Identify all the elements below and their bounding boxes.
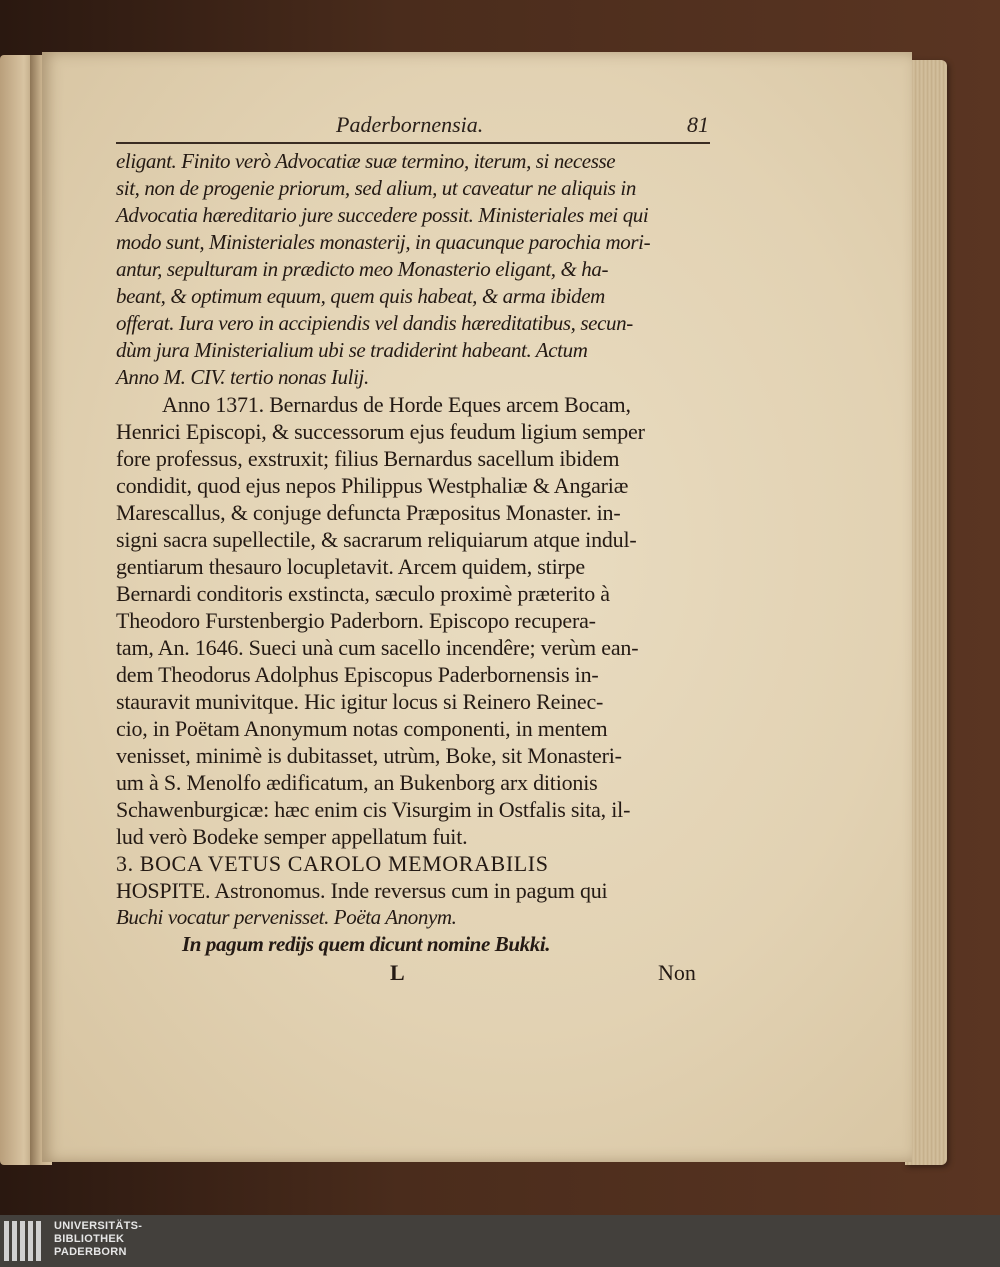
text-line: Bernardi conditoris exstincta, sæculo proximè præterito à	[116, 581, 610, 606]
header-rule	[116, 142, 710, 144]
text-line: lud verò Bodeke semper appellatum fuit.	[116, 824, 468, 849]
paragraph-start-line: Anno 1371. Bernardus de Horde Eques arcem Bocam,	[162, 392, 631, 417]
text-line: signi sacra supellectile, & sacrarum reliquiarum atque indul-	[116, 527, 637, 552]
text-line: HOSPITE. Astronomus. Inde reversus cum in pagum qui	[116, 878, 608, 903]
text-line: Marescallus, & conjuge defuncta Præpositus Monaster. in-	[116, 500, 621, 525]
text-line: modo sunt, Ministeriales monasterij, in quacunque parochia mori-	[116, 230, 651, 254]
section-heading-line: 3. BOCA VETUS CAROLO MEMORABILIS	[116, 851, 549, 876]
logo-line-3: PADERBORN	[54, 1246, 127, 1258]
library-logo-icon	[4, 1221, 46, 1261]
text-line: eligant. Finito verò Advocatiæ suæ termino, iterum, si necesse	[116, 149, 616, 173]
text-line: tam, An. 1646. Sueci unà cum sacello incendêre; verùm ean-	[116, 635, 639, 660]
verse-line: In pagum redijs quem dicunt nomine Bukki.	[182, 932, 551, 956]
text-line: Advocatia hæreditario jure succedere possit. Ministeriales mei qui	[116, 203, 649, 227]
text-line: Henrici Episcopi, & successorum ejus feudum ligium semper	[116, 419, 645, 444]
library-footer	[0, 1215, 1000, 1267]
text-line: dùm jura Ministerialium ubi se tradiderint habeant. Actum	[116, 338, 588, 362]
text-line: condidit, quod ejus nepos Philippus Westphaliæ & Angariæ	[116, 473, 629, 498]
text-line: stauravit munivitque. Hic igitur locus si Reinero Reinec-	[116, 689, 604, 714]
text-line: um à S. Menolfo ædificatum, an Bukenborg arx ditionis	[116, 770, 598, 795]
text-line: gentiarum thesauro locupletavit. Arcem quidem, stirpe	[116, 554, 585, 579]
signature-mark: L	[390, 960, 405, 985]
text-line: offerat. Iura vero in accipiendis vel dandis hæreditatibus, secun-	[116, 311, 633, 335]
text-line: antur, sepulturam in prædicto meo Monasterio eligant, & ha-	[116, 257, 609, 281]
logo-line-1: UNIVERSITÄTS-	[54, 1220, 143, 1232]
text-line: sit, non de progenie priorum, sed alium, ut caveatur ne aliquis in	[116, 176, 636, 200]
logo-line-2: BIBLIOTHEK	[54, 1233, 125, 1245]
text-line: dem Theodorus Adolphus Episcopus Paderbornensis in-	[116, 662, 599, 687]
text-line: Theodoro Furstenbergio Paderborn. Episcopo recupera-	[116, 608, 596, 633]
page-number: 81	[687, 112, 709, 137]
text-line: fore professus, exstruxit; filius Bernardus sacellum ibidem	[116, 446, 620, 471]
running-head	[110, 112, 710, 142]
text-line: Anno M. CIV. tertio nonas Iulij.	[116, 365, 369, 389]
text-line: venisset, minimè is dubitasset, utrùm, Boke, sit Monasteri-	[116, 743, 622, 768]
library-logo-text	[54, 1220, 142, 1259]
text-line: Schawenburgicæ: hæc enim cis Visurgim in Ostfalis sita, il-	[116, 797, 631, 822]
text-line: beant, & optimum equum, quem quis habeat, & arma ibidem	[116, 284, 605, 308]
page-foot	[116, 960, 706, 990]
body-text	[116, 148, 706, 990]
text-line: cio, in Poëtam Anonymum notas componenti, in mentem	[116, 716, 608, 741]
running-head-title: Paderbornensia.	[336, 112, 484, 137]
text-line: Buchi vocatur pervenisset. Poëta Anonym.	[116, 905, 457, 929]
catchword: Non	[658, 960, 696, 985]
